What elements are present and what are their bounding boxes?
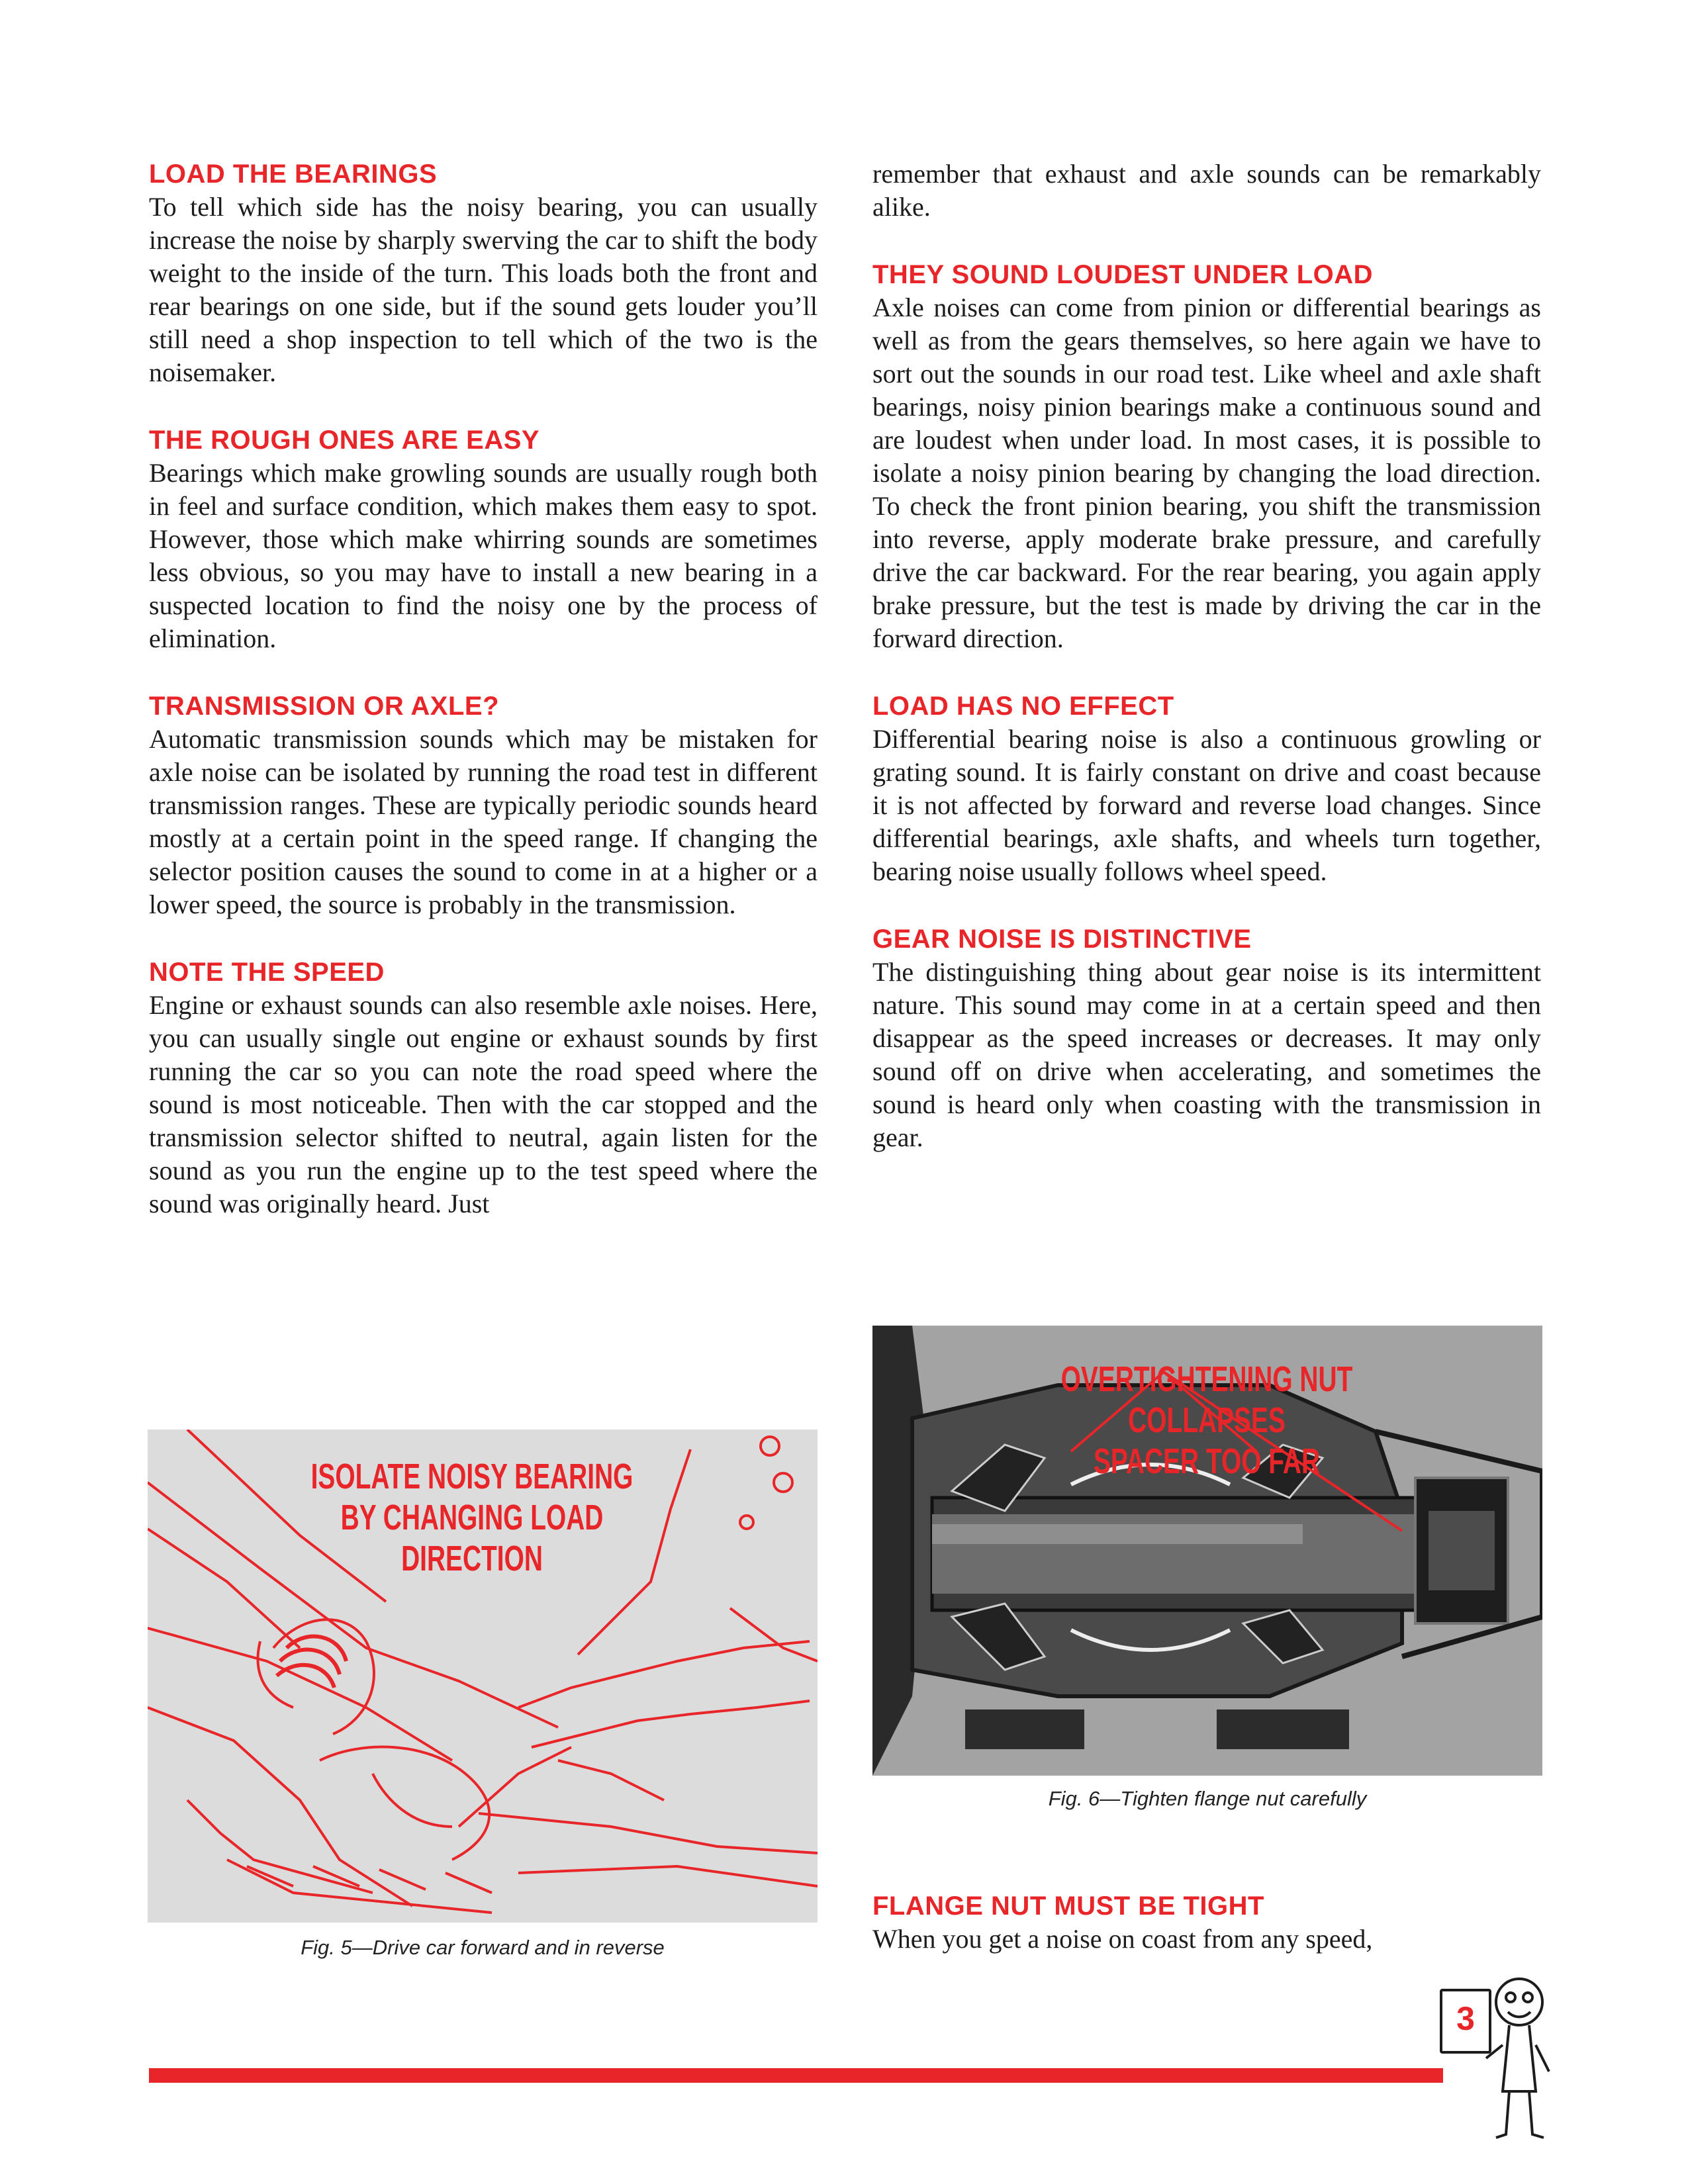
section-heading: GEAR NOISE IS DISTINCTIVE [872,925,1252,954]
section-rough-ones [149,424,818,655]
figure-5-title-line-1: ISOLATE NOISY BEARING [310,1457,633,1496]
section-loudest-under-load [872,258,1541,655]
section-body: Axle noises can come from pinion or differential bearings as well as from the gears themselves, so here again we have to sort out the sounds in our road test. Like wheel and axle shaft bearings, noisy pinion bearings make a continuous sound and are loudest when under load. In most cases, it is possible to isolate a noisy pinion bearing by changing the load direction. To check the front pinion bearing, you shift the transmission into reverse, apply moderate brake pressure, and carefully drive the car backward. For the rear bearing, you again apply brake pressure, but the test is made by driving the car in the forward direction. [872,293,1541,653]
section-body: The distinguishing thing about gear noise is its intermittent nature. This sound may come in at a certain speed and then disappear as the speed increases or decreases. It may only sound off on drive when accelerating, and sometimes the sound is heard only when coasting with the transmission in gear. [872,957,1541,1152]
section-flange-nut [872,1889,1541,1956]
section-heading: THEY SOUND LOUDEST UNDER LOAD [872,260,1374,289]
section-note-the-speed [149,956,818,1220]
section-body: Engine or exhaust sounds can also resemble axle noises. Here, you can usually single out engine or exhaust sounds by first running the car so you can note the road speed where the sound is most noticeable. Then with the car stopped and the transmission selector shifted to neutral, again listen for the sound as you run the engine up to the test speed where the sound was originally heard. Just [149,990,818,1218]
figure-5 [148,1430,818,1923]
right-column [872,158,1541,1189]
section-transmission-or-axle [149,690,818,921]
section-body: When you get a noise on coast from any speed, [872,1924,1373,1954]
section-body: Bearings which make growling sounds are usually rough both in feel and surface condition, which makes them easy to spot. However, those which make whirring sounds are sometimes less obvious, so you may have to install a new bearing in a suspected location to find the noisy one by the process of elimination. [149,458,818,653]
section-heading: LOAD THE BEARINGS [149,159,438,189]
figure-6-caption: Fig. 6—Tighten flange nut carefully [1048,1787,1367,1810]
section-body: Automatic transmission sounds which may be mistaken for axle noise can be isolated by running the road test in different transmission ranges. These are typically periodic sounds heard mostly at a certain point in the speed range. If changing the selector position causes the sound to come in at a higher or a lower speed, the source is probably in the transmission. [149,724,818,919]
section-heading: THE ROUGH ONES ARE EASY [149,426,540,455]
section-body: Differential bearing noise is also a continuous growling or grating sound. It is fairly constant on drive and coast because it is not affected by forward and reverse load changes. Since differential bearings, axle shafts, and wheels turn together, bearing noise usually follows wheel speed. [872,724,1541,886]
section-body: remember that exhaust and axle sounds can be remarkably alike. [872,159,1541,222]
section-load-the-bearings [149,158,818,389]
figure-6-title-line-2: SPACER TOO FAR [1093,1441,1321,1481]
section-load-no-effect [872,690,1541,888]
section-body: To tell which side has the noisy bearing, you can usually increase the noise by sharply swerving the car to shift the body weight to the inside of the turn. This loads both the front and rear bearings on one side, but if the sound gets louder you’ll still need a shop inspection to tell which of the two is the noisemaker. [149,192,818,387]
continuation-paragraph [872,158,1541,224]
figure-6-title-line-1: OVERTIGHTENING NUT COLLAPSES [1060,1359,1353,1440]
footer-rule [149,2068,1443,2083]
figure-6-title [1011,1359,1402,1482]
figure-5-caption: Fig. 5—Drive car forward and in reverse [301,1936,665,1959]
section-heading: NOTE THE SPEED [149,958,385,987]
left-column [149,158,818,1255]
figure-6 [872,1326,1542,1776]
section-gear-noise [872,923,1541,1154]
figure-5-title-line-2: BY CHANGING LOAD DIRECTION [340,1498,604,1578]
mascot-icon [1483,1972,1556,2144]
section-heading: LOAD HAS NO EFFECT [872,692,1174,721]
section-heading: FLANGE NUT MUST BE TIGHT [872,1891,1264,1921]
section-heading: TRANSMISSION OR AXLE? [149,692,500,721]
figure-5-title [277,1456,667,1579]
page-number: 3 [1456,2000,1475,2037]
